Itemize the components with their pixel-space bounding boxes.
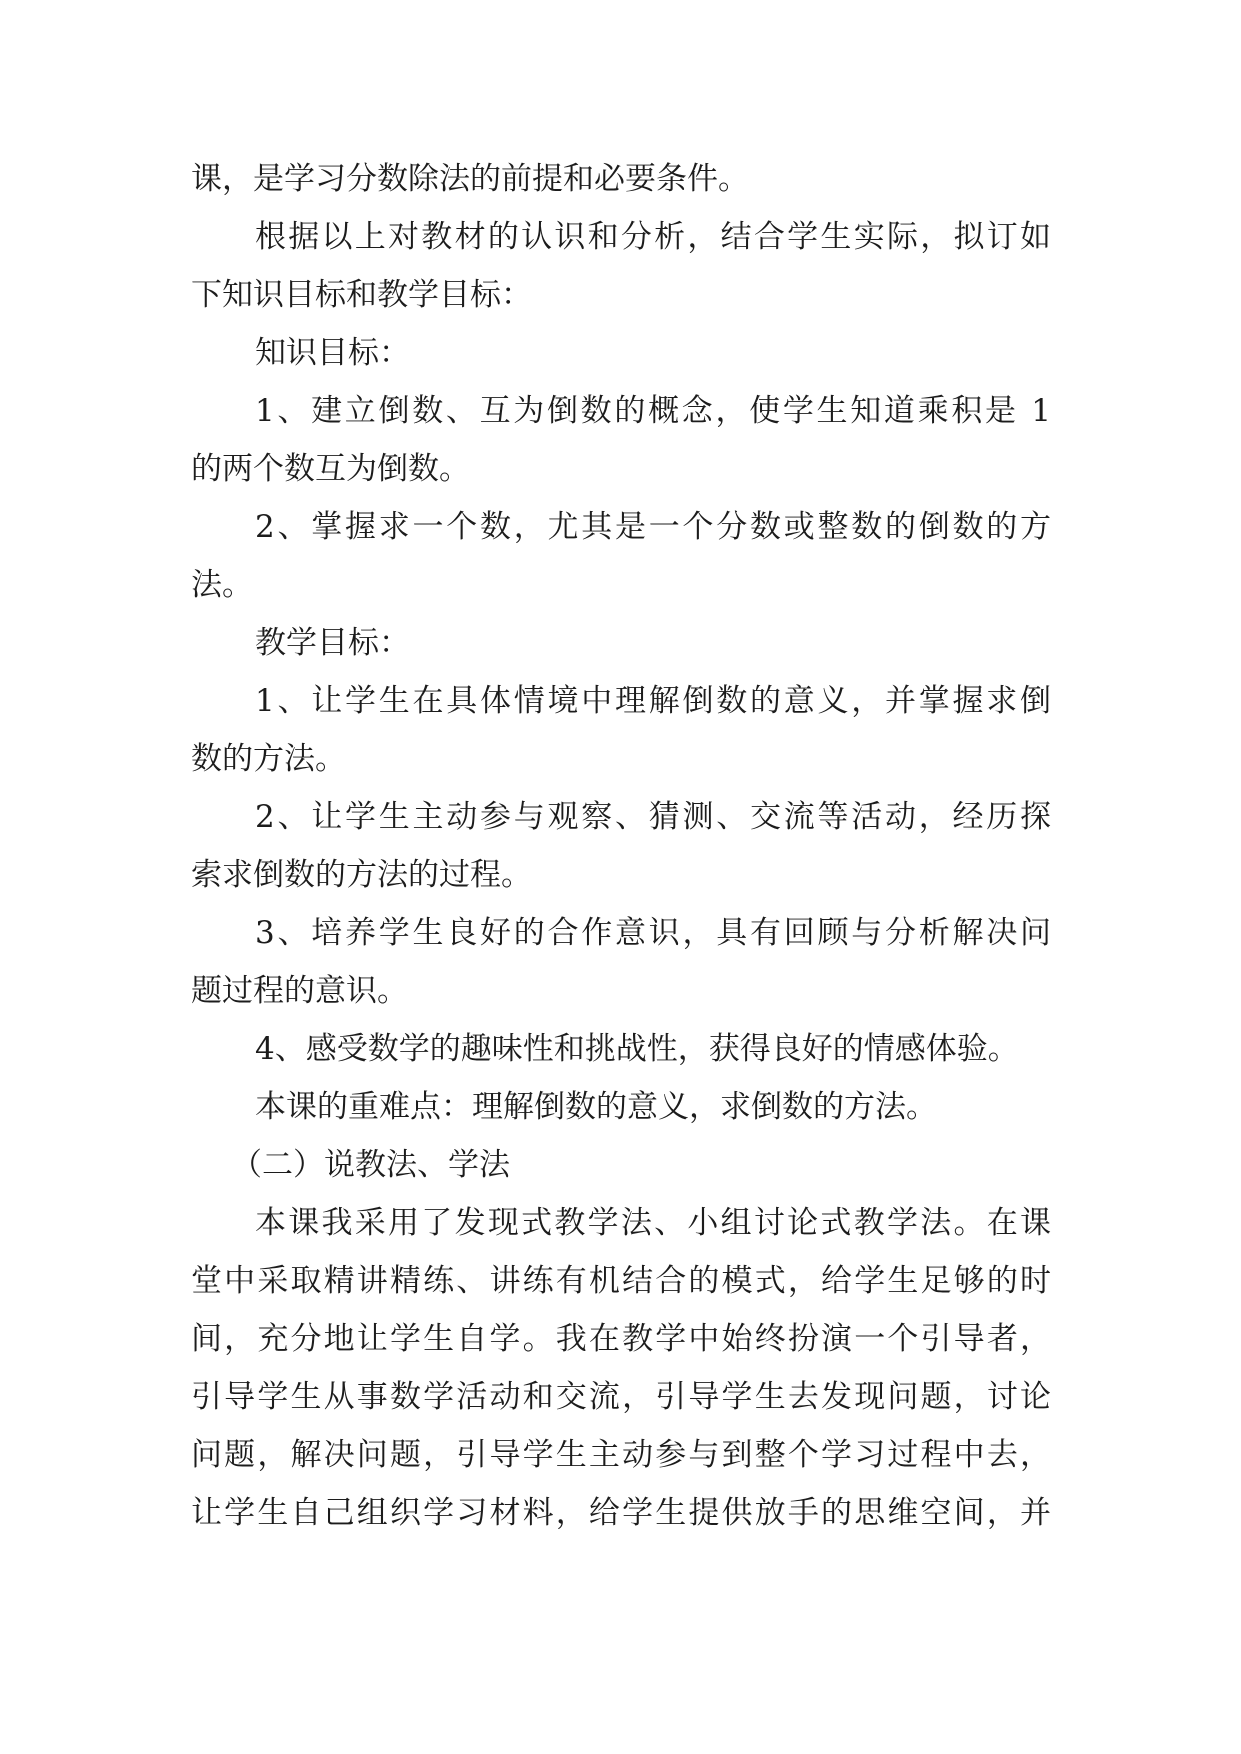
list-item-line: 法。 (191, 567, 253, 603)
paragraph-line: 间，充分地让学生自学。我在教学中始终扮演一个引导者， (191, 1321, 1051, 1357)
body-text (191, 150, 1051, 1542)
section-heading-teaching-goals: 教学目标： (255, 625, 410, 661)
section-heading-knowledge-goals: 知识目标： (255, 335, 410, 371)
list-item-line: 2、掌握求一个数，尤其是一个分数或整数的倒数的方 (255, 509, 1051, 545)
paragraph-line: 让学生自己组织学习材料，给学生提供放手的思维空间，并 (191, 1495, 1051, 1531)
list-item-line: 数的方法。 (191, 741, 346, 777)
list-item-line: 1、建立倒数、互为倒数的概念，使学生知道乘积是 1 (255, 393, 1051, 429)
list-item-line: 1、让学生在具体情境中理解倒数的意义，并掌握求倒 (255, 683, 1051, 719)
section-heading-methods: （二）说教法、学法 (231, 1147, 510, 1183)
paragraph-line: 本课我采用了发现式教学法、小组讨论式教学法。在课 (255, 1205, 1051, 1241)
paragraph-line: 本课的重难点：理解倒数的意义，求倒数的方法。 (255, 1089, 937, 1125)
paragraph-line: 课，是学习分数除法的前提和必要条件。 (191, 161, 749, 197)
list-item-line: 题过程的意识。 (191, 973, 408, 1009)
paragraph-line: 根据以上对教材的认识和分析，结合学生实际，拟订如 (255, 219, 1051, 255)
list-item-line: 的两个数互为倒数。 (191, 451, 470, 487)
list-item-line: 4、感受数学的趣味性和挑战性，获得良好的情感体验。 (255, 1031, 1019, 1067)
list-item-line: 3、培养学生良好的合作意识，具有回顾与分析解决问 (255, 915, 1051, 951)
paragraph-line: 引导学生从事数学活动和交流，引导学生去发现问题，讨论 (191, 1379, 1051, 1415)
list-item-line: 索求倒数的方法的过程。 (191, 857, 532, 893)
paragraph-line: 问题，解决问题，引导学生主动参与到整个学习过程中去， (191, 1437, 1051, 1473)
paragraph-line: 堂中采取精讲精练、讲练有机结合的模式，给学生足够的时 (191, 1263, 1051, 1299)
paragraph-line: 下知识目标和教学目标： (191, 277, 532, 313)
list-item-line: 2、让学生主动参与观察、猜测、交流等活动，经历探 (255, 799, 1051, 835)
